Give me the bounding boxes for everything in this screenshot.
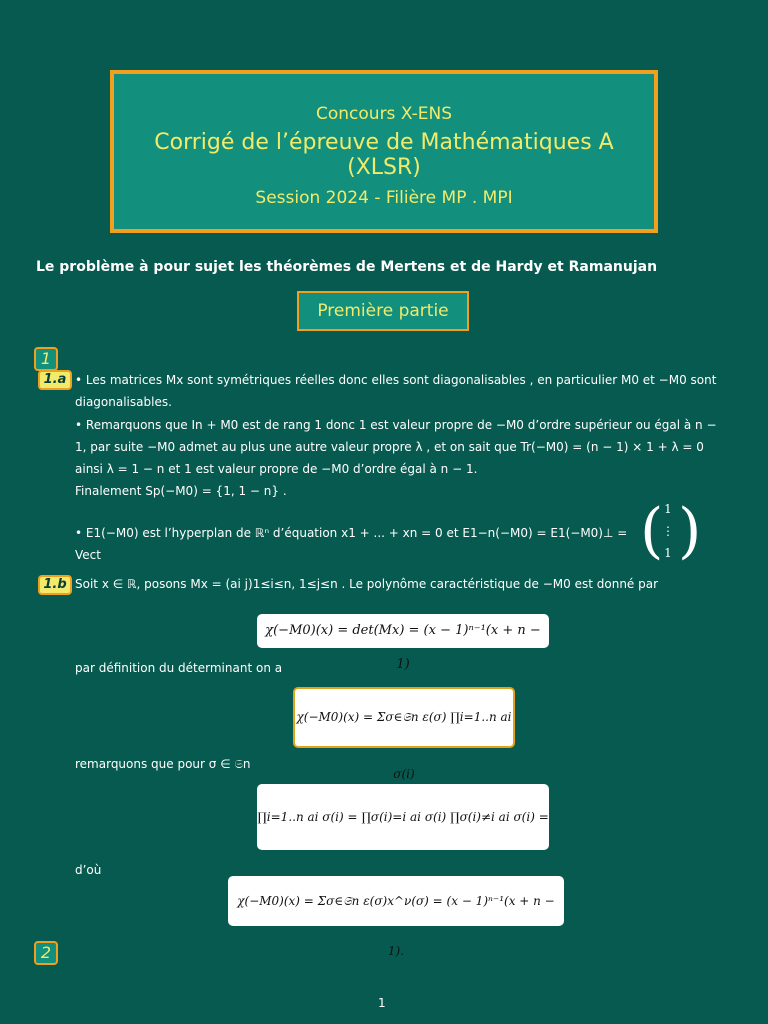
vector-entry: 1 [664, 546, 672, 560]
document-title: Corrigé de l’épreuve de Mathématiques A (XLSR) [154, 130, 614, 180]
formula-final: χ(−M0)(x) = Σσ∈𝔖n ε(σ)x^ν(σ) = (x − 1)ⁿ⁻¹(x + n − 1). [228, 876, 564, 926]
vector-entry: 1 [664, 502, 672, 516]
question-2-badge: 2 [34, 941, 58, 965]
formula-product-split: ∏i=1..n ai σ(i) = ∏σ(i)=i ai σ(i) ∏σ(i)≠i ai σ(i) = [257, 784, 549, 850]
subject-line: Le problème à pour sujet les théorèmes de Mertens et de Hardy et Ramanujan [36, 259, 658, 275]
text-remark: remarquons que pour σ ∈ 𝔖n [75, 757, 251, 771]
vector-ones [640, 496, 702, 570]
left-paren: ( [640, 496, 664, 566]
session-info: Session 2024 - Filière MP . MPI [255, 188, 513, 208]
right-paren: ) [678, 496, 702, 566]
paragraph-5: Soit x ∈ ℝ, posons Mx = (ai j)1≤i≤n, 1≤j≤n . Le polynôme caractéristique de −M0 est donné par [75, 577, 659, 591]
paragraph-1: • Les matrices Mx sont symétriques réelles donc elles sont diagonalisables , en particulier M0 et −M0 sont diagonalisables. [75, 373, 717, 409]
text-dou: d’où [75, 863, 102, 877]
paragraph-3: Finalement Sp(−M0) = {1, 1 − n} . [75, 484, 287, 498]
question-1b-badge: 1.b [38, 575, 72, 595]
contest-name: Concours X-ENS [316, 104, 452, 124]
vector-entry: ⋮ [662, 524, 674, 538]
text-by-definition: par définition du déterminant on a [75, 661, 283, 675]
paragraph-2: • Remarquons que In + M0 est de rang 1 donc 1 est valeur propre de −M0 d’ordre supérieur ou égal à n − 1, par suite −M0 admet au plus une autre valeur propre λ , et on sait que Tr(−M0) = (n − 1) × 1 + λ = 0 ainsi λ = 1 − n et 1 est valeur propre de −M0 d’ordre égal à n − 1. [75, 418, 717, 476]
paragraph-4: • E1(−M0) est l’hyperplan de ℝⁿ d’équation x1 + ... + xn = 0 et E1−n(−M0) = E1(−M0)⊥ = Vect [75, 526, 628, 562]
formula-characteristic-polynomial: χ(−M0)(x) = det(Mx) = (x − 1)ⁿ⁻¹(x + n − 1) [257, 614, 549, 648]
part-heading: Première partie [297, 291, 469, 331]
title-box [110, 70, 658, 233]
question-1a-badge: 1.a [38, 370, 72, 390]
formula-determinant-sum: χ(−M0)(x) = Σσ∈𝔖n ε(σ) ∏i=1..n ai σ(i) [293, 687, 515, 748]
page-number: 1 [378, 996, 386, 1010]
question-1-badge: 1 [34, 347, 58, 371]
